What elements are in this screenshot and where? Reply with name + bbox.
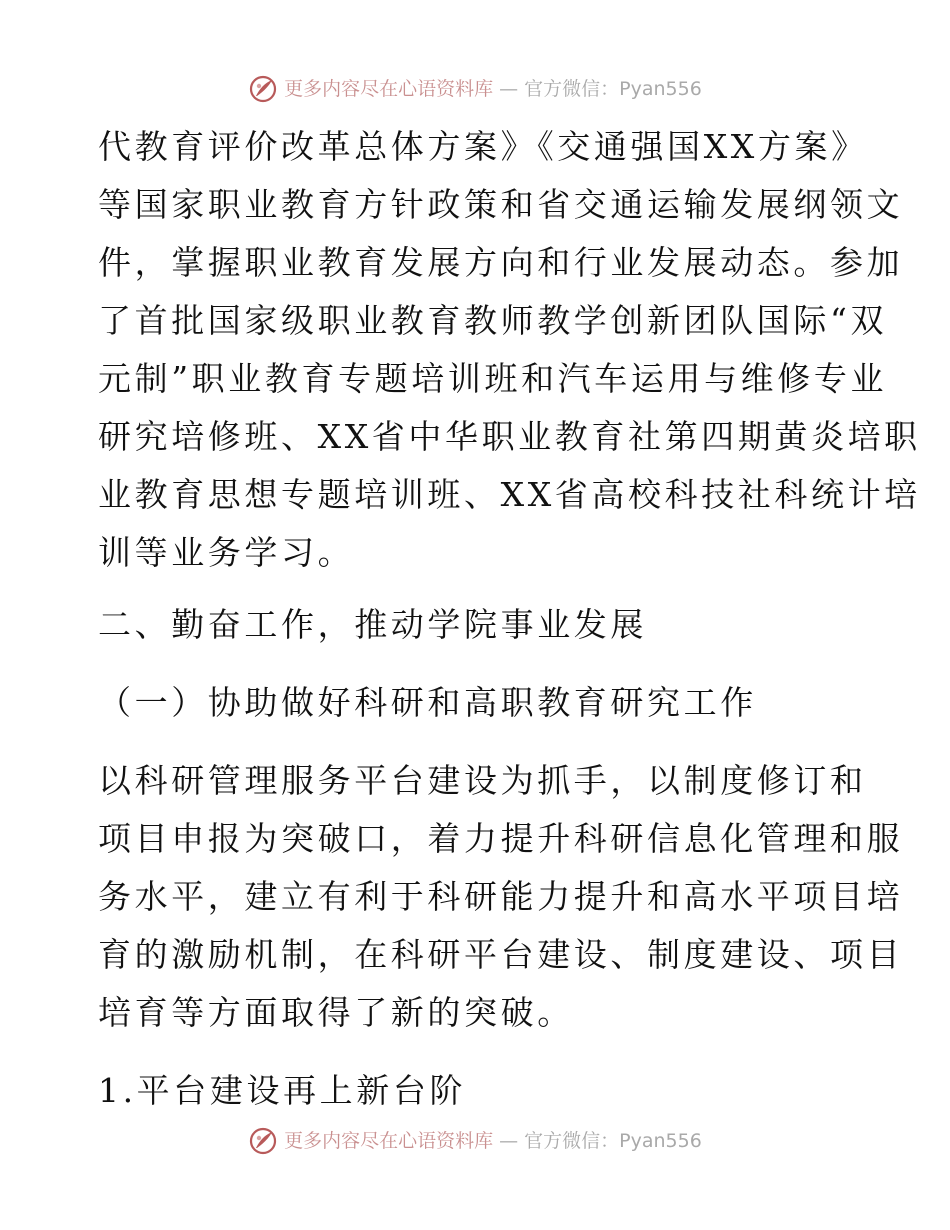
text-line: 研究培修班、XX省中华职业教育社第四期黄炎培职	[98, 417, 921, 456]
watermark-footer	[0, 1126, 950, 1156]
text-line: 训等业务学习。	[98, 533, 355, 572]
watermark-contact: 官方微信：Pyan556	[524, 1130, 702, 1152]
document-body	[98, 118, 921, 1120]
text-line: 务水平，建立有利于科研能力提升和高水平项目培	[98, 877, 904, 916]
watermark-separator: —	[499, 1130, 519, 1152]
paragraph-research	[98, 752, 904, 1042]
text-line: 项目申报为突破口，着力提升科研信息化管理和服	[98, 819, 904, 858]
feather-seal-icon	[248, 74, 278, 104]
text-line: 业教育思想专题培训班、XX省高校科技社科统计培	[98, 475, 921, 514]
feather-seal-icon	[248, 1126, 278, 1156]
section-heading-2: 二、勤奋工作，推动学院事业发展	[98, 605, 647, 644]
paragraph-training	[98, 118, 921, 582]
item-heading-1: 1.平台建设再上新台阶	[98, 1071, 467, 1110]
watermark-separator: —	[499, 78, 519, 100]
watermark-header	[0, 74, 950, 104]
watermark-text: 更多内容尽在心语资料库	[284, 1130, 494, 1152]
text-line: 了首批国家级职业教育教师教学创新团队国际“双	[98, 301, 888, 340]
text-line: 培育等方面取得了新的突破。	[98, 993, 574, 1032]
subsection-heading-1: （一）协助做好科研和高职教育研究工作	[98, 683, 757, 722]
watermark-text: 更多内容尽在心语资料库	[284, 78, 494, 100]
text-line: 等国家职业教育方针政策和省交通运输发展纲领文	[98, 185, 904, 224]
watermark-contact: 官方微信：Pyan556	[524, 78, 702, 100]
text-line: 育的激励机制，在科研平台建设、制度建设、项目	[98, 935, 904, 974]
text-line: 元制”职业教育专题培训班和汽车运用与维修专业	[98, 359, 888, 398]
text-line: 件，掌握职业教育发展方向和行业发展动态。参加	[98, 243, 904, 282]
text-line: 以科研管理服务平台建设为抓手，以制度修订和	[98, 761, 867, 800]
text-line: 代教育评价改革总体方案》《交通强国XX方案》	[98, 127, 868, 166]
